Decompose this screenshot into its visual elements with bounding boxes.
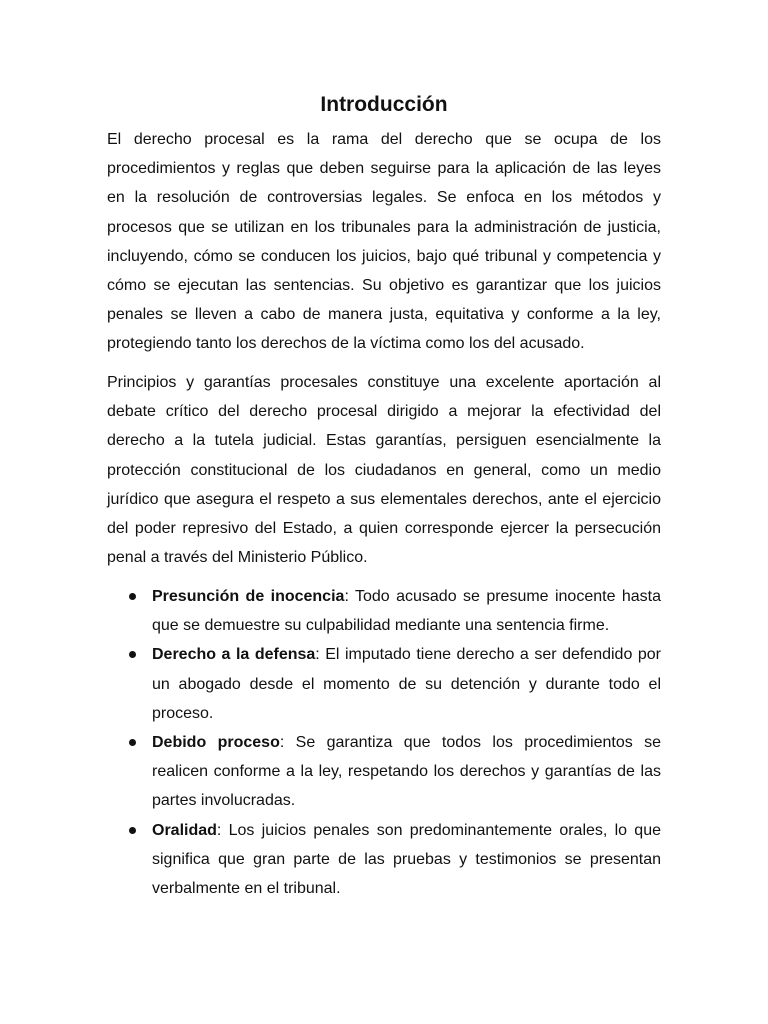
list-item-oralidad	[107, 816, 661, 904]
page-title: Introducción	[320, 93, 448, 116]
list-item-term: Oralidad	[152, 821, 217, 839]
list-item-term: Derecho a la defensa	[152, 646, 316, 664]
list-item-derecho-a-la-defensa	[107, 640, 661, 728]
bullet-icon	[129, 593, 136, 600]
list-item-text: : Se garantiza que todos los procedimientos se realicen conforme a la ley, respetando los derechos y garantías de las partes involucradas.	[152, 734, 662, 810]
list-item-text: : Los juicios penales son predominantemente orales, lo que significa que gran parte de las pruebas y testimonios se presentan verbalmente en el tribunal.	[152, 821, 661, 898]
list-item-debido-proceso	[107, 728, 661, 816]
paragraph-2: Principios y garantías procesales constituye una excelente aportación al debate crítico del derecho procesal dirigido a mejorar la efectividad del derecho a la tutela judicial. Estas garantías, persiguen esencialmente la protección constitucional de los ciudadanos en general, como un medio jurídico que asegura el respeto a sus elementales derechos, ante el ejercicio del poder represivo del Estado, a quien corresponde ejercer la persecución penal a través del Ministerio Público.	[107, 374, 661, 567]
list-item-term: Presunción de inocencia	[152, 588, 345, 605]
list-item-text: : Todo acusado se presume inocente hasta que se demuestre su culpabilidad mediante una sentencia firme.	[152, 588, 662, 635]
bullet-icon	[129, 739, 136, 746]
list-item-text: : El imputado tiene derecho a ser defendido por un abogado desde el momento de su detención y durante todo el proceso.	[152, 646, 661, 722]
list-item-presuncion-de-inocencia	[107, 582, 661, 640]
paragraph-1: El derecho procesal es la rama del derecho que se ocupa de los procedimientos y reglas que deben seguirse para la aplicación de las leyes en la resolución de controversias legales. Se enfoca en los métodos y procesos que se utilizan en los tribunales para la administración de justicia, incluyendo, cómo se conducen los juicios, bajo qué tribunal y competencia y cómo se ejecutan las sentencias. Su objetivo es garantizar que los juicios penales se lleven a cabo de manera justa, equitativa y conforme a la ley, protegiendo tanto los derechos de la víctima como los del acusado.	[107, 131, 661, 353]
principles-list	[107, 582, 661, 903]
bullet-icon	[129, 651, 136, 658]
bullet-icon	[129, 827, 136, 834]
list-item-term: Debido proceso	[152, 734, 280, 752]
